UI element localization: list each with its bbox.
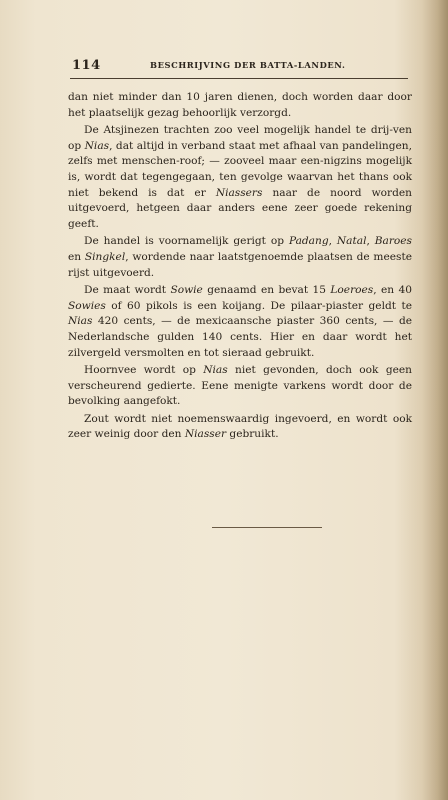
page-gutter-shadow <box>422 0 448 800</box>
text-run: gebruikt. <box>226 428 279 441</box>
text-run: of 60 pikols is een koijang. De pilaar-piaster geldt te <box>105 299 412 312</box>
text-run: , <box>328 235 337 248</box>
italic-name: Nias <box>68 315 93 328</box>
paragraph <box>68 412 412 443</box>
paragraph <box>68 363 412 410</box>
text-run: De maat wordt <box>84 283 171 296</box>
text-run: genaamd en bevat 15 <box>202 283 331 296</box>
body-text <box>68 90 412 444</box>
text-run: De handel is voornamelijk gerigt op <box>84 235 289 248</box>
page-header <box>72 58 408 74</box>
running-head: BESCHRIJVING DER BATTA-LANDEN. <box>150 60 346 70</box>
header-rule <box>70 78 408 79</box>
text-run: dan niet minder dan 10 jaren dienen, doch worden daar door het plaatselijk gezag behoorlijk verzorgd. <box>68 91 412 119</box>
italic-name: Nias <box>203 363 228 376</box>
italic-name: Sowies <box>68 299 106 312</box>
paragraph <box>68 123 412 233</box>
italic-name: Sowie <box>170 283 203 296</box>
italic-name: Baroes <box>374 235 412 248</box>
text-run: Hoornvee wordt op <box>84 363 204 376</box>
text-run: Zout wordt niet noemenswaardig ingevoerd, en wordt ook zeer weinig door den <box>68 412 412 441</box>
paragraph <box>68 90 412 121</box>
text-run: , wordende naar laatstgenoemde plaatsen de meeste rijst uitgevoerd. <box>68 251 412 279</box>
paragraph <box>68 283 412 362</box>
italic-name: Nias <box>84 139 110 152</box>
text-run: en <box>68 251 85 264</box>
italic-name: Natal <box>336 235 367 248</box>
text-run: , <box>366 235 375 248</box>
italic-name: Niassers <box>215 186 263 199</box>
paragraph <box>68 234 412 281</box>
text-run: 420 cents, — de mexicaansche piaster 360 cents, — de Nederlandsche gulden 140 cents. Hier en daar wordt het zilvergeld versmolten en tot sieraad gebruikt. <box>68 315 412 359</box>
end-rule <box>212 527 322 528</box>
text-run: De Atsjinezen trachten zoo veel mogelijk handel te drij-ven op <box>68 123 412 152</box>
text-run: , dat altijd in verband staat met afhaal van pandelingen, zelfs met menschen-roof; — zooveel maar een-nigzins mogelijk is, wordt dat tegengegaan, ten gevolge waarvan het thans ook niet bekend is dat er <box>68 139 412 199</box>
text-run: niet gevonden, doch ook geen verscheurend gedierte. Eene menigte varkens wordt door de bevolking aangefokt. <box>68 363 412 408</box>
italic-name: Niasser <box>184 428 227 441</box>
italic-name: Singkel <box>84 251 126 264</box>
italic-name: Padang <box>288 235 329 248</box>
text-run: naar de noord worden uitgevoerd, hetgeen daar anders eene zeer goede rekening geeft. <box>68 186 412 231</box>
page-number: 114 <box>72 58 101 73</box>
italic-name: Loeroes <box>330 283 374 296</box>
text-run: , en 40 <box>373 283 412 296</box>
